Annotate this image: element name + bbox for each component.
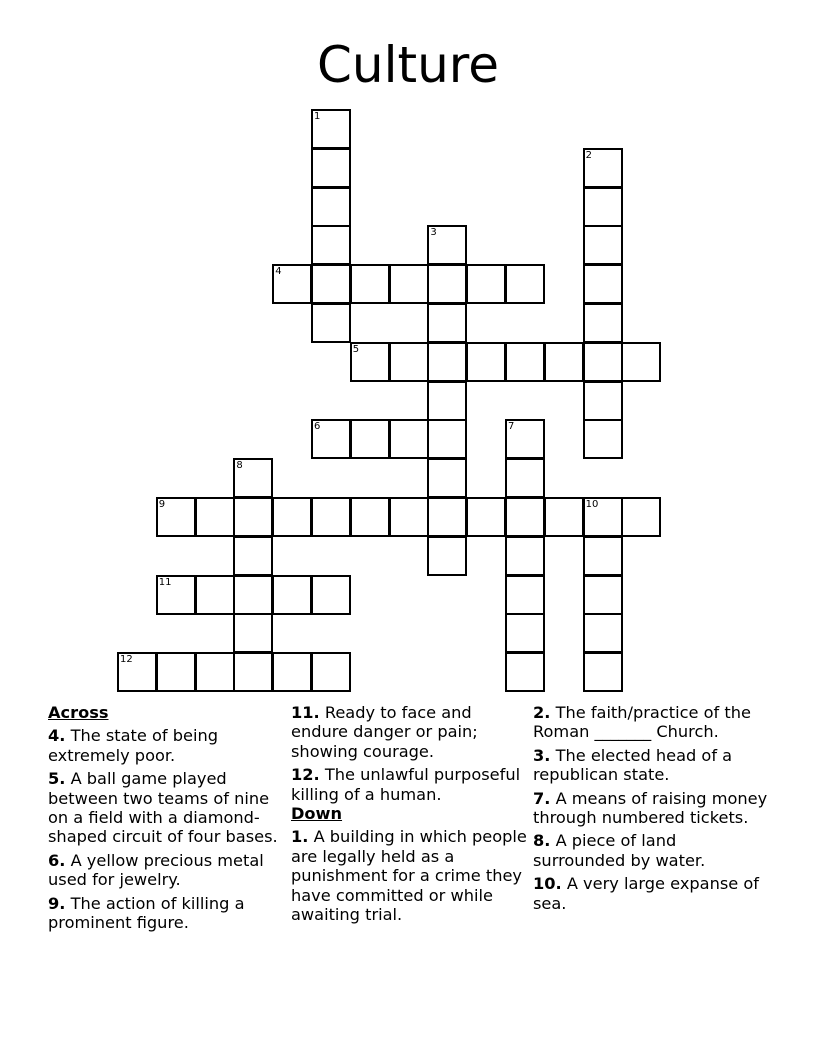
clue-text: The faith/practice of the Roman _______ Church.	[533, 703, 751, 742]
down-clue-8	[533, 831, 769, 870]
clues-column-1	[48, 703, 284, 932]
grid-cell[interactable]	[427, 225, 467, 265]
cell-number: 12	[120, 654, 133, 666]
grid-cell[interactable]	[156, 497, 196, 537]
cell-number: 2	[585, 149, 592, 161]
grid-cell[interactable]	[350, 342, 390, 382]
clue-number: 8.	[533, 831, 551, 851]
grid-cell[interactable]	[389, 264, 429, 304]
grid-cell[interactable]	[583, 148, 623, 188]
clue-text: The state of being extremely poor.	[48, 726, 218, 765]
clue-text: A building in which people are legally held as a punishment for a crime they have committed or while awaiting trial.	[291, 827, 527, 925]
grid-cell[interactable]	[233, 652, 273, 692]
page-title: Culture	[316, 36, 499, 94]
across-clue-11	[291, 703, 527, 761]
grid-cell[interactable]	[544, 497, 584, 537]
grid-cell[interactable]	[311, 652, 351, 692]
cell-number: 1	[314, 111, 321, 122]
cell-number: 10	[585, 499, 599, 510]
cell-number: 7	[508, 421, 515, 433]
grid-cell[interactable]	[389, 497, 429, 537]
grid-cell[interactable]	[272, 575, 312, 615]
across-clue-4	[48, 726, 284, 765]
grid-cell[interactable]	[389, 342, 429, 382]
grid-cell[interactable]	[350, 264, 390, 304]
grid-cell[interactable]	[427, 419, 467, 459]
clue-text: The elected head of a republican state.	[533, 745, 733, 785]
grid-cell[interactable]	[427, 536, 467, 576]
grid-cell[interactable]	[505, 264, 545, 304]
clue-number: 1.	[291, 827, 309, 847]
cell-number: 9	[158, 499, 166, 510]
grid-cell[interactable]	[583, 575, 623, 615]
grid-cell[interactable]	[505, 613, 545, 653]
across-clue-6	[48, 851, 284, 890]
grid-cell[interactable]	[272, 264, 312, 304]
grid-cell[interactable]	[272, 497, 312, 537]
grid-cell[interactable]	[233, 575, 273, 615]
grid-cell[interactable]	[427, 497, 467, 537]
grid-cell[interactable]	[427, 381, 467, 421]
grid-cell[interactable]	[583, 342, 623, 382]
clue-text: A piece of land surrounded by water.	[533, 831, 706, 870]
grid-cell[interactable]	[583, 264, 623, 304]
grid-cell[interactable]	[466, 497, 506, 537]
grid-cell[interactable]	[272, 652, 312, 692]
clue-number: 7.	[533, 788, 551, 808]
clue-text: The action of killing a prominent figure.	[48, 893, 245, 933]
clues-column-2	[291, 703, 527, 924]
grid-cell[interactable]	[583, 613, 623, 653]
clue-text: The unlawful purposeful killing of a human.	[291, 765, 521, 804]
across-clue-12	[291, 765, 527, 804]
grid-cell[interactable]	[427, 303, 467, 343]
down-clue-2	[533, 703, 769, 742]
grid-cell[interactable]	[233, 458, 273, 498]
down-clue-1	[291, 827, 527, 924]
down-heading: Down	[291, 804, 343, 824]
clue-number: 2.	[533, 703, 551, 722]
grid-cell[interactable]	[117, 652, 157, 692]
clue-number: 4.	[48, 726, 66, 746]
grid-cell[interactable]	[156, 652, 196, 692]
grid-cell[interactable]	[505, 575, 545, 615]
cell-number: 5	[352, 343, 360, 355]
grid-cell[interactable]	[311, 303, 351, 343]
grid-cell[interactable]	[311, 109, 351, 149]
clue-text: A very large expanse of sea.	[533, 874, 759, 913]
grid-cell[interactable]	[505, 652, 545, 692]
cell-number: 8	[236, 460, 243, 472]
grid-cell[interactable]	[583, 187, 623, 227]
grid-cell[interactable]	[311, 148, 351, 188]
grid-cell[interactable]	[311, 225, 351, 265]
grid-cell[interactable]	[505, 419, 545, 459]
grid-cell[interactable]	[350, 497, 390, 537]
grid-cell[interactable]	[505, 342, 545, 382]
grid-cell[interactable]	[466, 264, 506, 304]
grid-cell[interactable]	[311, 575, 351, 615]
grid-cell[interactable]	[389, 419, 429, 459]
grid-cell[interactable]	[427, 458, 467, 498]
grid-cell[interactable]	[583, 497, 623, 537]
grid-cell[interactable]	[350, 419, 390, 459]
grid-cell[interactable]	[311, 187, 351, 227]
across-clue-5	[48, 769, 284, 847]
down-clue-7	[533, 789, 769, 828]
grid-cell[interactable]	[583, 419, 623, 459]
grid-cell[interactable]	[427, 264, 467, 304]
cell-number: 3	[430, 227, 437, 239]
grid-cell[interactable]	[233, 613, 273, 653]
grid-cell[interactable]	[195, 497, 235, 537]
grid-cell[interactable]	[311, 497, 351, 537]
grid-cell[interactable]	[621, 497, 661, 537]
clue-number: 12.	[291, 765, 320, 785]
grid-cell[interactable]	[583, 303, 623, 343]
grid-cell[interactable]	[195, 652, 235, 692]
grid-cell[interactable]	[544, 342, 584, 382]
clue-number: 6.	[48, 850, 66, 870]
grid-cell[interactable]	[583, 536, 623, 576]
grid-cell[interactable]	[427, 342, 467, 382]
grid-cell[interactable]	[311, 264, 351, 304]
grid-cell[interactable]	[233, 497, 273, 537]
grid-cell[interactable]	[195, 575, 235, 615]
grid-cell[interactable]	[505, 497, 545, 537]
grid-cell[interactable]	[233, 536, 273, 576]
clue-number: 5.	[48, 769, 66, 789]
grid-cell[interactable]	[583, 652, 623, 692]
grid-cell[interactable]	[505, 458, 545, 498]
down-clue-3	[533, 746, 769, 785]
clues-column-3	[533, 703, 769, 913]
across-heading: Across	[48, 703, 109, 722]
clue-number: 11.	[291, 703, 320, 722]
cell-number: 11	[158, 576, 172, 588]
clue-text: A ball game played between two teams of nine on a field with a diamond-shaped circuit of four bases.	[48, 769, 278, 847]
grid-cell[interactable]	[621, 342, 661, 382]
grid-cell[interactable]	[583, 381, 623, 421]
grid-cell[interactable]	[311, 419, 351, 459]
clue-text: A means of raising money through numbered tickets.	[533, 788, 768, 828]
clue-number: 10.	[533, 874, 562, 894]
clue-text: A yellow precious metal used for jewelry.	[48, 850, 264, 890]
cell-number: 4	[275, 266, 282, 278]
grid-cell[interactable]	[583, 225, 623, 265]
across-clue-9	[48, 894, 284, 933]
grid-cell[interactable]	[466, 342, 506, 382]
grid-cell[interactable]	[156, 575, 196, 615]
down-clue-10	[533, 874, 769, 913]
clue-number: 3.	[533, 745, 551, 765]
cell-number: 6	[314, 421, 321, 433]
clue-number: 9.	[48, 893, 66, 913]
clue-text: Ready to face and endure danger or pain; showing courage.	[291, 703, 478, 761]
grid-cell[interactable]	[505, 536, 545, 576]
